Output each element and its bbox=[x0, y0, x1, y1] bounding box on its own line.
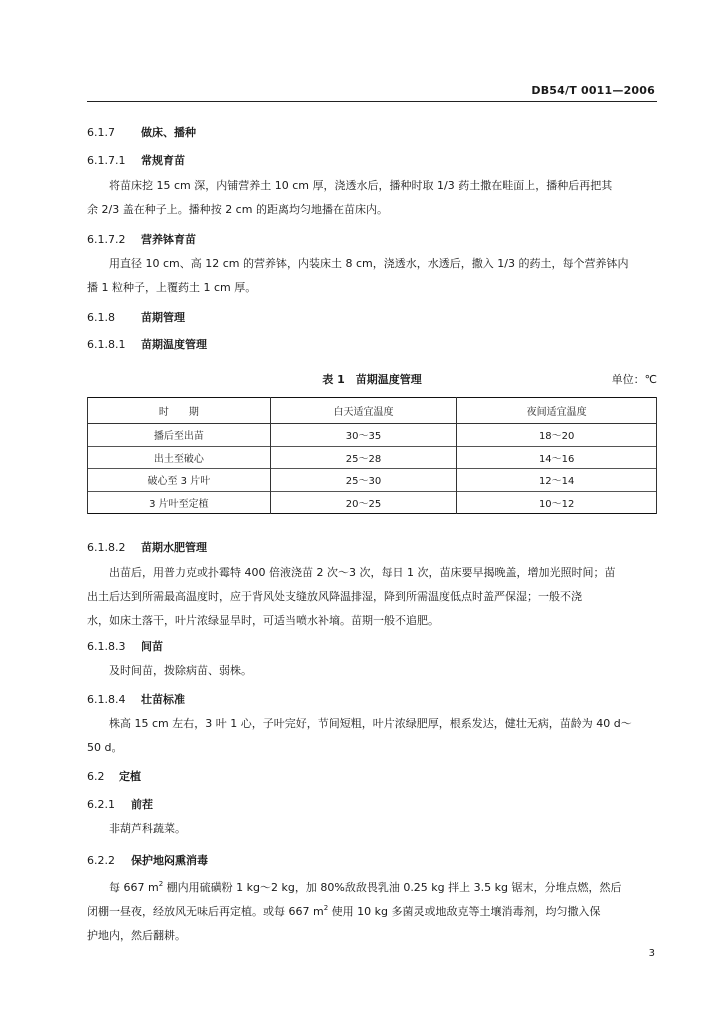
heading-6-1-7-2 bbox=[87, 231, 196, 247]
heading-6-1-8-4 bbox=[87, 691, 185, 707]
heading-title: 前茬 bbox=[131, 798, 153, 811]
heading-number: 6.1.8.1 bbox=[87, 338, 126, 351]
heading-number: 6.2 bbox=[87, 770, 105, 783]
text-line: 播 1 粒种子，上覆药土 1 cm 厚。 bbox=[87, 281, 257, 294]
temperature-table bbox=[87, 397, 657, 514]
table-row bbox=[88, 469, 657, 492]
superscript: 2 bbox=[158, 880, 164, 888]
heading-title: 苗期管理 bbox=[141, 311, 185, 324]
heading-6-2 bbox=[87, 768, 141, 784]
table-cell: 30～35 bbox=[270, 424, 457, 447]
text-line: 余 2/3 盖在种子上。播种按 2 cm 的距离均匀地播在苗床内。 bbox=[87, 203, 388, 216]
heading-title: 做床、播种 bbox=[141, 126, 196, 139]
heading-title: 苗期温度管理 bbox=[141, 338, 207, 351]
page-number: 3 bbox=[648, 948, 655, 959]
table-row bbox=[88, 491, 657, 514]
heading-title: 定植 bbox=[119, 770, 141, 783]
heading-title: 苗期水肥管理 bbox=[141, 541, 207, 554]
text-fragment: 棚内用硫磺粉 1 kg～2 kg，加 80%敌敌畏乳油 0.25 kg 拌上 3.5 kg 锯末，分堆点燃，然后 bbox=[163, 881, 622, 894]
paragraph-6-1-8-4 bbox=[87, 712, 657, 760]
text-fragment: 闭棚一昼夜，经放风无味后再定植。或每 667 m bbox=[87, 905, 324, 918]
text-line: 水，如床土落干，叶片浓绿显旱时，可适当喷水补墒。苗期一般不追肥。 bbox=[87, 614, 439, 627]
table-cell: 25～30 bbox=[270, 469, 457, 492]
table-row bbox=[88, 424, 657, 447]
heading-6-1-7-1 bbox=[87, 152, 185, 168]
heading-6-2-1 bbox=[87, 796, 153, 812]
text-line: 出土后达到所需最高温度时，应于背风处支缝放风降温排湿，降到所需温度低点时盖严保湿；一般不浇 bbox=[87, 590, 582, 603]
text-fragment: 每 667 m bbox=[109, 881, 159, 894]
heading-number: 6.1.7.1 bbox=[87, 154, 126, 167]
text-fragment: 使用 10 kg 多菌灵或地敌克等土壤消毒剂，均匀撒入保 bbox=[328, 905, 601, 918]
paragraph-6-2-2 bbox=[87, 876, 657, 948]
paragraph-6-1-8-3 bbox=[87, 659, 657, 683]
text-line: 株高 15 cm 左右，3 叶 1 心，子叶完好，节间短粗，叶片浓绿肥厚，根系发达，健壮无病，苗龄为 40 d～ bbox=[109, 717, 632, 730]
heading-number: 6.1.8.2 bbox=[87, 541, 126, 554]
table-title: 表 1 苗期温度管理 bbox=[322, 373, 422, 386]
heading-6-1-8-3 bbox=[87, 638, 163, 654]
table-cell: 14～16 bbox=[457, 446, 657, 469]
heading-6-2-2 bbox=[87, 852, 208, 868]
text-line: 将苗床挖 15 cm 深，内铺营养土 10 cm 厚，浇透水后，播种时取 1/3 药土撒在畦面上，播种后再把其 bbox=[109, 179, 613, 192]
header-rule bbox=[87, 101, 657, 102]
heading-number: 6.1.8.4 bbox=[87, 693, 126, 706]
heading-number: 6.1.7 bbox=[87, 126, 115, 139]
heading-number: 6.1.7.2 bbox=[87, 233, 126, 246]
text-line: 及时间苗，拨除病苗、弱株。 bbox=[109, 664, 252, 677]
table-cell: 出土至破心 bbox=[88, 446, 271, 469]
table-cell: 播后至出苗 bbox=[88, 424, 271, 447]
text-line: 用直径 10 cm、高 12 cm 的营养钵，内装床土 8 cm，浇透水，水透后，撒入 1/3 的药土，每个营养钵内 bbox=[109, 257, 629, 270]
text-line: 出苗后，用普力克或扑霉特 400 倍液浇苗 2 次～3 次，每日 1 次，苗床要早揭晚盖，增加光照时间；苗 bbox=[109, 566, 616, 579]
heading-title: 营养钵育苗 bbox=[141, 233, 196, 246]
table-unit: 单位：℃ bbox=[611, 373, 657, 386]
text-line: 护地内，然后翻耕。 bbox=[87, 929, 186, 942]
heading-title: 保护地闷熏消毒 bbox=[131, 854, 208, 867]
paragraph-6-2-1 bbox=[87, 817, 657, 841]
table-row bbox=[88, 446, 657, 469]
table-cell: 25～28 bbox=[270, 446, 457, 469]
table-cell: 10～12 bbox=[457, 491, 657, 514]
heading-number: 6.2.2 bbox=[87, 854, 115, 867]
heading-6-1-7 bbox=[87, 124, 196, 140]
heading-title: 常规育苗 bbox=[141, 154, 185, 167]
table-header-row bbox=[88, 398, 657, 424]
heading-number: 6.1.8 bbox=[87, 311, 115, 324]
paragraph-6-1-7-1 bbox=[87, 174, 657, 222]
table-cell: 20～25 bbox=[270, 491, 457, 514]
table-cell: 12～14 bbox=[457, 469, 657, 492]
column-header: 白天适宜温度 bbox=[270, 398, 457, 424]
table-cell: 18～20 bbox=[457, 424, 657, 447]
paragraph-6-1-8-2 bbox=[87, 561, 657, 633]
heading-6-1-8-1 bbox=[87, 336, 207, 352]
text-line bbox=[87, 900, 657, 924]
text-line: 非葫芦科蔬菜。 bbox=[109, 822, 186, 835]
table-cell: 3 片叶至定植 bbox=[88, 491, 271, 514]
column-header: 时 期 bbox=[88, 398, 271, 424]
table-cell: 破心至 3 片叶 bbox=[88, 469, 271, 492]
heading-number: 6.1.8.3 bbox=[87, 640, 126, 653]
superscript: 2 bbox=[323, 904, 329, 912]
column-header: 夜间适宜温度 bbox=[457, 398, 657, 424]
text-line bbox=[87, 876, 657, 900]
text-line: 50 d。 bbox=[87, 741, 123, 754]
paragraph-6-1-7-2 bbox=[87, 252, 657, 300]
document-code: DB54/T 0011—2006 bbox=[531, 84, 655, 97]
heading-number: 6.2.1 bbox=[87, 798, 115, 811]
heading-title: 壮苗标准 bbox=[141, 693, 185, 706]
heading-title: 间苗 bbox=[141, 640, 163, 653]
table-caption bbox=[87, 371, 657, 387]
heading-6-1-8 bbox=[87, 309, 185, 325]
heading-6-1-8-2 bbox=[87, 539, 207, 555]
